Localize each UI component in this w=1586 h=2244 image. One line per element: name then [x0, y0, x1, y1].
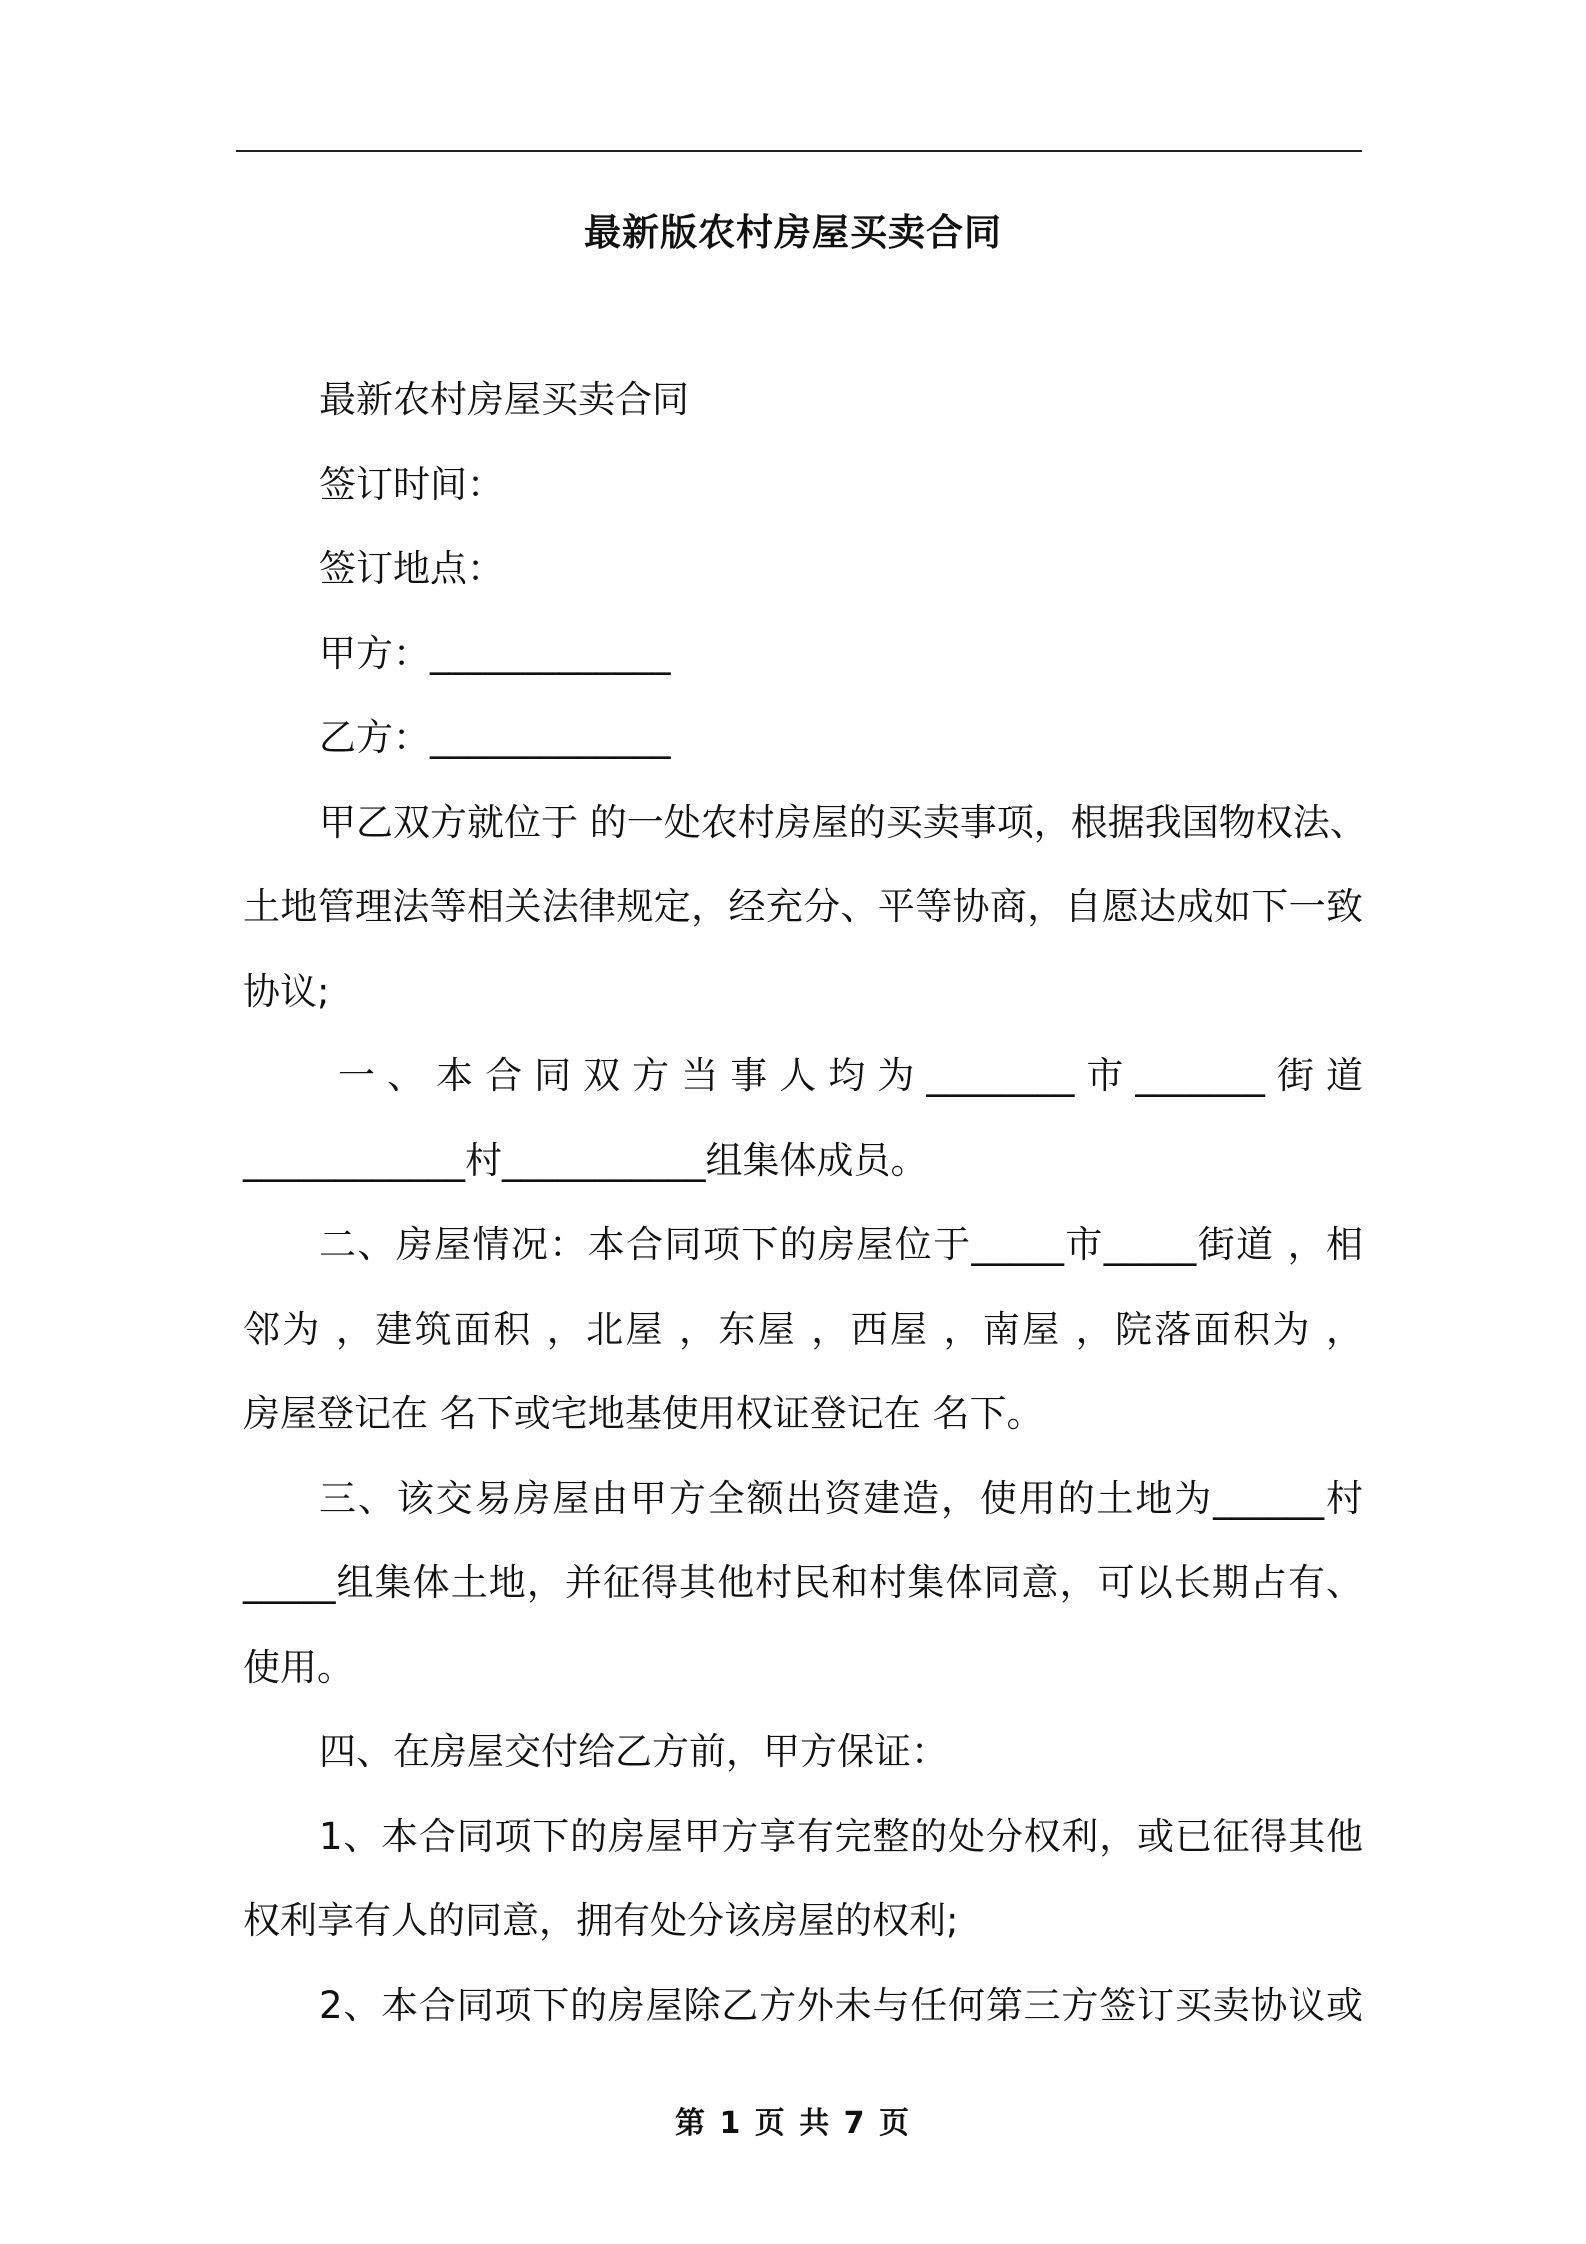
- clause-3-line-2: _____组集体土地，并征得其他村民和村集体同意，可以长期占有、: [243, 1561, 1363, 1604]
- document-title: 最新版农村房屋买卖合同: [584, 211, 1002, 254]
- subtitle-line: 最新农村房屋买卖合同: [319, 378, 689, 421]
- clause-3-line-3: 使用。: [243, 1645, 354, 1689]
- clause-2-line-2: 邻为 ，建筑面积 ，北屋 ，东屋 ，西屋 ，南屋 ，院落面积为 ，: [243, 1307, 1363, 1351]
- party-b-line: 乙方：_____________: [319, 716, 671, 759]
- signing-time-line: 签订时间：: [319, 462, 504, 506]
- intro-paragraph-line-2: 土地管理法等相关法律规定，经充分、平等协商，自愿达成如下一致: [243, 885, 1363, 928]
- clause-4-heading: 四、在房屋交付给乙方前，甲方保证：: [319, 1730, 948, 1773]
- party-a-line: 甲方：_____________: [319, 631, 671, 675]
- clause-4-item-1-line-1: 1、本合同项下的房屋甲方享有完整的处分权利，或已征得其他: [319, 1814, 1363, 1858]
- clause-3-line-1: 三、该交易房屋由甲方全额出资建造，使用的土地为______村: [319, 1476, 1363, 1520]
- page-footer: 第 1 页 共 7 页: [675, 2106, 911, 2141]
- clause-4-item-1-line-2: 权利享有人的同意，拥有处分该房屋的权利;: [243, 1899, 959, 1942]
- intro-paragraph-line-1: 甲乙双方就位于 的一处农村房屋的买卖事项，根据我国物权法、: [319, 800, 1367, 844]
- document-body: [243, 358, 1367, 2048]
- intro-paragraph-line-3: 协议;: [243, 969, 330, 1013]
- header-rule: [236, 150, 1362, 152]
- signing-place-line: 签订地点：: [319, 547, 504, 590]
- clause-1-line-1: 一、本合同双方当事人均为________市_______街道: [338, 1054, 1363, 1097]
- clause-2-line-1: 二、房屋情况：本合同项下的房屋位于_____市_____街道 ，相: [319, 1223, 1363, 1266]
- clause-4-item-2-line-1: 2、本合同项下的房屋除乙方外未与任何第三方签订买卖协议或: [319, 1983, 1363, 2027]
- clause-1-line-2: ____________村___________组集体成员。: [243, 1138, 928, 1182]
- clause-2-line-3: 房屋登记在 名下或宅地基使用权证登记在 名下。: [243, 1392, 1044, 1435]
